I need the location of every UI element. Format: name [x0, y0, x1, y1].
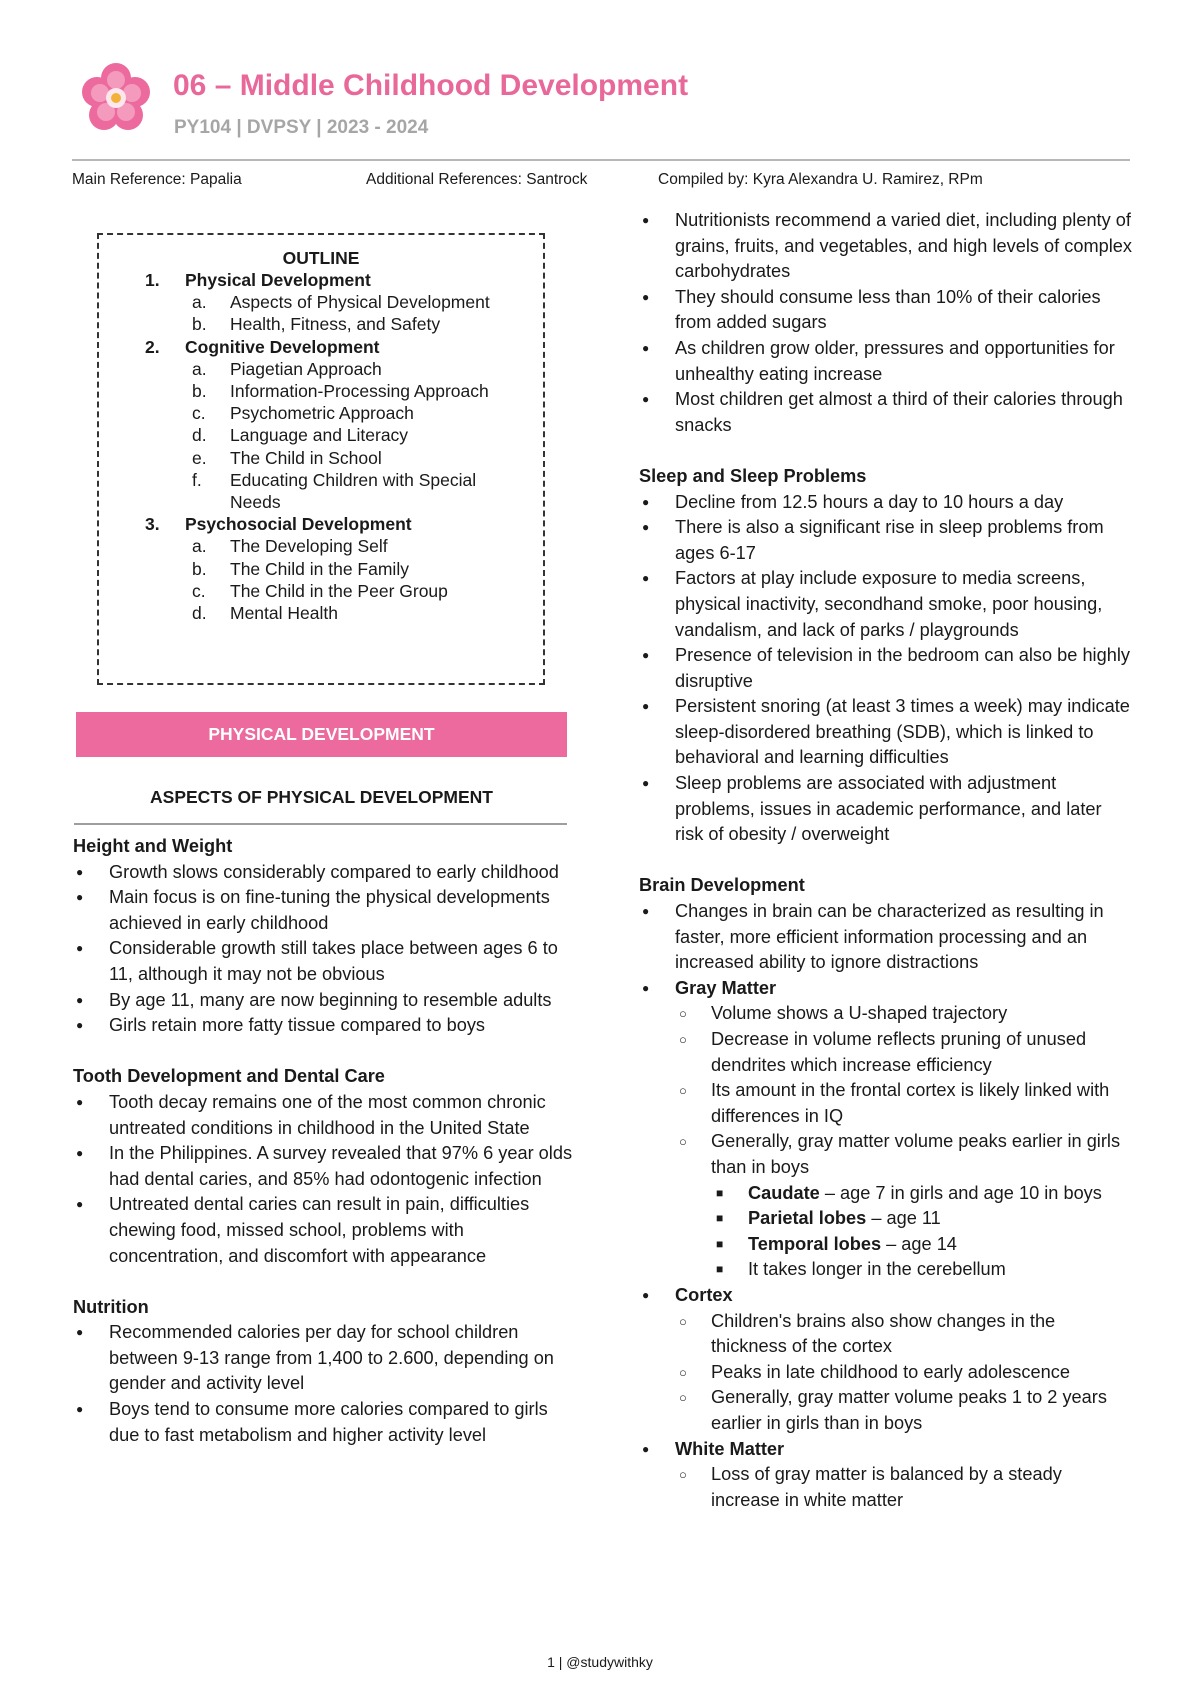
list-item: [639, 976, 1133, 1283]
sub-list: [675, 1001, 1133, 1283]
list-item: ● Considerable growth still takes place between ages 6 to 11, although it may not be obvious: [73, 936, 573, 987]
outline-subitem: [99, 580, 543, 602]
outline-subitem: [99, 558, 543, 580]
heading-height-weight: Height and Weight: [73, 836, 233, 856]
outline-sublabel: Psychometric Approach: [230, 403, 414, 424]
sub-item: [675, 1129, 1133, 1283]
term-detail: – age 11: [866, 1208, 941, 1229]
outline-subitem: [99, 535, 543, 557]
main-reference: Main Reference: Papalia: [72, 171, 242, 188]
compiled-by: Compiled by: Kyra Alexandra U. Ramirez, RPm: [658, 171, 983, 188]
outline-letter: f.: [192, 469, 202, 490]
outline-letter: c.: [192, 403, 206, 424]
list-item: ● Tooth decay remains one of the most common chronic untreated conditions in childhood in the United State: [73, 1090, 573, 1141]
outline-label: Cognitive Development: [185, 336, 380, 357]
sub-item: ○ Loss of gray matter is balanced by a steady increase in white matter: [675, 1462, 1133, 1513]
outline-sublabel: Educating Children with Special Needs: [230, 469, 477, 513]
outline-letter: b.: [192, 381, 207, 402]
left-column: [73, 834, 573, 1448]
section-subtitle: ASPECTS OF PHYSICAL DEVELOPMENT: [150, 787, 493, 807]
outline-letter: d.: [192, 603, 207, 624]
flower-icon: [80, 62, 152, 134]
list-item: ● There is also a significant rise in sleep problems from ages 6-17: [639, 515, 1133, 566]
list-item: ● In the Philippines. A survey revealed that 97% 6 year olds had dental caries, and 85% had odontogenic infection: [73, 1141, 573, 1192]
outline-sublabel: Health, Fitness, and Safety: [230, 314, 441, 335]
outline-letter: a.: [192, 292, 207, 313]
heading-tooth-development: Tooth Development and Dental Care: [73, 1066, 385, 1087]
bullet-list: [73, 1090, 573, 1269]
list-item: ● Persistent snoring (at least 3 times a week) may indicate sleep-disordered breathing (SDB), which is linked to behavioral and learning difficulties: [639, 694, 1133, 771]
outline-subitem: [99, 424, 543, 446]
list-item: ● Girls retain more fatty tissue compared to boys: [73, 1013, 573, 1039]
list-item: [639, 1437, 1133, 1514]
outline-label: Physical Development: [185, 270, 371, 290]
list-item: ● Changes in brain can be characterized as resulting in faster, more efficient information processing and an increased ability to ignore distractions: [639, 899, 1133, 976]
outline-letter: d.: [192, 425, 207, 446]
sub-list: [675, 1462, 1133, 1513]
outline-sublabel: The Child in the Family: [230, 558, 409, 579]
list-item: ● Boys tend to consume more calories compared to girls due to fast metabolism and higher activity level: [73, 1397, 573, 1448]
term: Temporal lobes: [748, 1233, 882, 1254]
document-subtitle: PY104 | DVPSY | 2023 - 2024: [174, 117, 429, 138]
outline-subitem: [99, 358, 543, 380]
term-detail: – age 7 in girls and age 10 in boys: [819, 1182, 1102, 1203]
sub-item: ○ Generally, gray matter volume peaks 1 to 2 years earlier in girls than in boys: [675, 1385, 1133, 1436]
outline-sublabel: Language and Literacy: [230, 425, 409, 446]
additional-reference: Additional References: Santrock: [366, 171, 588, 188]
outline-letter: b.: [192, 314, 207, 335]
list-item: ● Decline from 12.5 hours a day to 10 hours a day: [639, 490, 1133, 516]
outline-subitem: [99, 402, 543, 424]
gray-matter-label: Gray Matter: [675, 977, 777, 998]
outline-sublabel: Information-Processing Approach: [230, 381, 489, 402]
section-banner: PHYSICAL DEVELOPMENT: [76, 712, 567, 757]
cortex-label: Cortex: [675, 1284, 733, 1305]
outline-item: [99, 513, 543, 535]
term-detail: – age 14: [881, 1233, 957, 1254]
sub-item: ○ Children's brains also show changes in the thickness of the cortex: [675, 1309, 1133, 1360]
document-header: [80, 58, 1130, 146]
list-item: ● Growth slows considerably compared to early childhood: [73, 860, 573, 886]
sub-item: ○ Volume shows a U-shaped trajectory: [675, 1001, 1133, 1027]
sub-sub-item: [711, 1232, 1133, 1258]
section-divider: [74, 823, 567, 825]
outline-subitem: [99, 380, 543, 402]
outline-sublabel: Mental Health: [230, 603, 338, 624]
list-item: ● Most children get almost a third of their calories through snacks: [639, 387, 1133, 438]
sub-sub-item: [711, 1206, 1133, 1232]
outline-letter: e.: [192, 447, 207, 468]
outline-letter: a.: [192, 358, 207, 379]
outline-number: 1.: [145, 270, 160, 290]
list-item: ● By age 11, many are now beginning to resemble adults: [73, 988, 573, 1014]
outline-sublabel: Piagetian Approach: [230, 358, 382, 379]
outline-sublabel: Aspects of Physical Development: [230, 292, 490, 313]
outline-sublabel: The Child in School: [230, 447, 382, 468]
sub-sub-item: [711, 1181, 1133, 1207]
bullet-list: [73, 860, 573, 1039]
sub-sub-item: ■ It takes longer in the cerebellum: [711, 1257, 1133, 1283]
list-item: ● As children grow older, pressures and opportunities for unhealthy eating increase: [639, 336, 1133, 387]
heading-nutrition: Nutrition: [73, 1296, 149, 1317]
outline-subitem: [99, 447, 543, 469]
heading-brain-development: Brain Development: [639, 875, 805, 896]
outline-number: 2.: [145, 336, 160, 357]
outline-box: [97, 233, 545, 685]
list-item: ● They should consume less than 10% of their calories from added sugars: [639, 285, 1133, 336]
bullet-list: [73, 1320, 573, 1448]
outline-label: Psychosocial Development: [185, 514, 412, 535]
right-column: [639, 208, 1133, 1513]
list-item: ● Untreated dental caries can result in pain, difficulties chewing food, missed school, problems with concentration, and discomfort with appearance: [73, 1192, 573, 1269]
list-item: ● Factors at play include exposure to media screens, physical inactivity, secondhand smoke, poor housing, vandalism, and lack of parks / playgrounds: [639, 566, 1133, 643]
document-title: 06 – Middle Childhood Development: [173, 69, 689, 102]
list-item: ● Presence of television in the bedroom can also be highly disruptive: [639, 643, 1133, 694]
outline-number: 3.: [145, 514, 160, 535]
list-item: ● Nutritionists recommend a varied diet, including plenty of grains, fruits, and vegetables, and high levels of complex carbohydrates: [639, 208, 1133, 285]
list-item: ● Recommended calories per day for school children between 9-13 range from 1,400 to 2.600, depending on gender and activity level: [73, 1320, 573, 1397]
outline-letter: c.: [192, 580, 206, 601]
sub-item-text: Generally, gray matter volume peaks earlier in girls than in boys: [711, 1131, 1121, 1177]
sub-item: ○ Peaks in late childhood to early adolescence: [675, 1360, 1133, 1386]
outline-sublabel: The Developing Self: [230, 536, 388, 557]
outline-sublabel: The Child in the Peer Group: [230, 580, 448, 601]
outline-subitem: [99, 291, 543, 313]
page-footer: 1 | @studywithky: [547, 1654, 653, 1670]
sub-list: [675, 1309, 1133, 1437]
outline-item: [99, 336, 543, 358]
bullet-list: [639, 899, 1133, 1513]
outline-letter: a.: [192, 536, 207, 557]
heading-sleep: Sleep and Sleep Problems: [639, 465, 867, 486]
outline-subitem: [99, 602, 543, 624]
outline-title: OUTLINE: [282, 248, 360, 268]
term: Parietal lobes: [748, 1208, 867, 1229]
bullet-list: [639, 208, 1133, 438]
list-item: ● Main focus is on fine-tuning the physical developments achieved in early childhood: [73, 885, 573, 936]
term: Caudate: [748, 1182, 820, 1203]
sub-item: ○ Its amount in the frontal cortex is likely linked with differences in IQ: [675, 1078, 1133, 1129]
outline-subitem: [99, 469, 543, 513]
sub-item: ○ Decrease in volume reflects pruning of unused dendrites which increase efficiency: [675, 1027, 1133, 1078]
header-divider: [72, 159, 1130, 161]
list-item: [639, 1283, 1133, 1437]
outline-letter: b.: [192, 558, 207, 579]
outline-item: [99, 269, 543, 291]
outline-subitem: [99, 313, 543, 335]
bullet-list: [639, 490, 1133, 848]
white-matter-label: White Matter: [675, 1438, 785, 1459]
sub-sub-list: [711, 1181, 1133, 1283]
list-item: ● Sleep problems are associated with adjustment problems, issues in academic performance, and later risk of obesity / overweight: [639, 771, 1133, 848]
